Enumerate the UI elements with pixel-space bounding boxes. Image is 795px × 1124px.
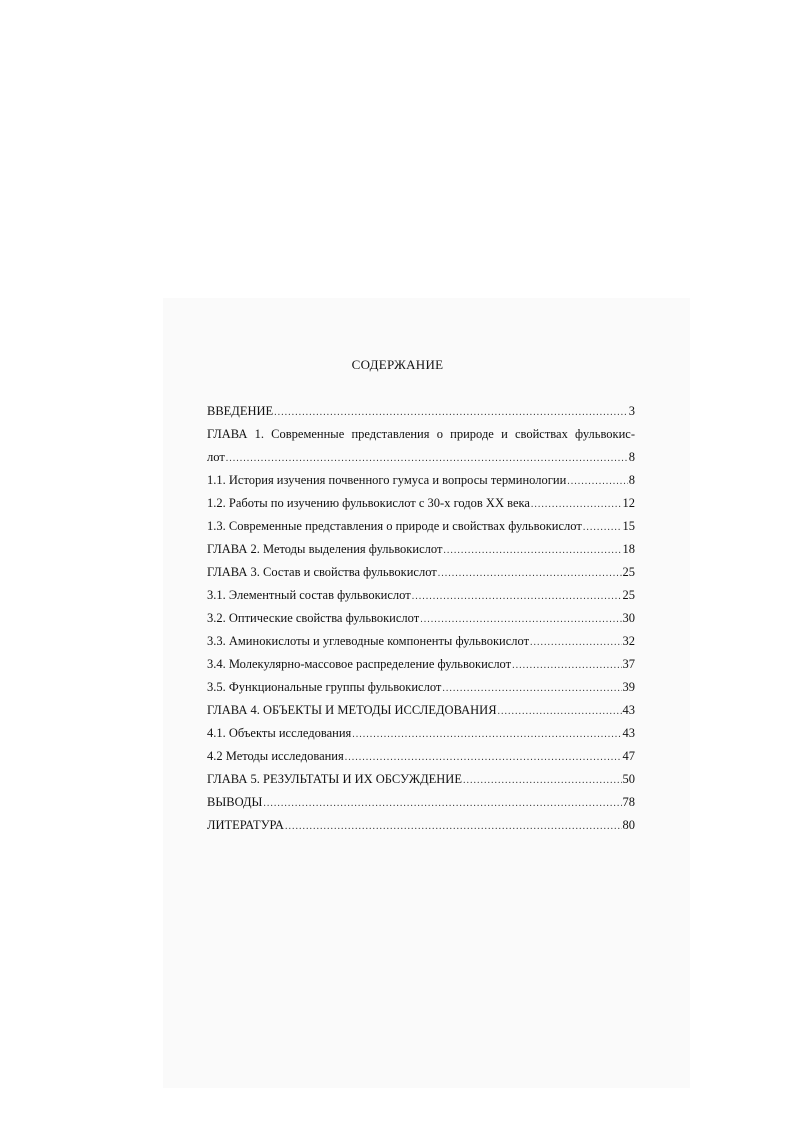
toc-entry-page: 25 — [622, 565, 635, 579]
toc-entry-1-2[interactable] — [207, 492, 635, 515]
toc-entry-chapter-3[interactable] — [207, 561, 635, 584]
toc-entry-label: ЛИТЕРАТУРА — [207, 818, 284, 832]
toc-entry-page: 39 — [622, 680, 635, 694]
toc-entry-page: 8 — [628, 473, 635, 487]
toc-entry-page: 8 — [628, 450, 635, 464]
toc-entry-label: 1.2. Работы по изучению фульвокислот с 30-х годов XX века — [207, 496, 530, 510]
toc-entry-chapter-5[interactable] — [207, 768, 635, 791]
dot-leader — [263, 792, 621, 815]
dot-leader — [531, 493, 622, 516]
toc-entry-label: 1.3. Современные представления о природе и свойствах фульвокислот — [207, 519, 582, 533]
dot-leader — [512, 654, 621, 677]
toc-entry-page: 43 — [622, 726, 635, 740]
toc-entry-label: лот — [207, 450, 225, 464]
toc-entry-chapter-1-line-1[interactable] — [207, 423, 635, 446]
toc-entry-3-5[interactable] — [207, 676, 635, 699]
toc-entry-label: ГЛАВА 2. Методы выделения фульвокислот — [207, 542, 443, 556]
toc-entry-4-1[interactable] — [207, 722, 635, 745]
toc-entry-introduction[interactable] — [207, 400, 635, 423]
dot-leader — [530, 631, 621, 654]
toc-entry-conclusions[interactable] — [207, 791, 635, 814]
toc-entry-label: 3.3. Аминокислоты и углеводные компоненты фульвокислот — [207, 634, 530, 648]
dot-leader — [438, 562, 622, 585]
toc-entry-page: 30 — [622, 611, 635, 625]
dot-leader — [352, 723, 621, 746]
toc-entry-label: 1.1. История изучения почвенного гумуса и вопросы терминологии — [207, 473, 567, 487]
dot-leader — [226, 447, 628, 470]
dot-leader — [498, 700, 622, 723]
toc-entry-label: 4.2 Методы исследования — [207, 749, 344, 763]
toc-entry-chapter-2[interactable] — [207, 538, 635, 561]
toc-entry-page: 25 — [622, 588, 635, 602]
dot-leader — [583, 516, 622, 539]
toc-entry-label: ГЛАВА 3. Состав и свойства фульвокислот — [207, 565, 437, 579]
toc-entry-3-3[interactable] — [207, 630, 635, 653]
toc-entry-1-3[interactable] — [207, 515, 635, 538]
toc-entry-page: 3 — [628, 404, 635, 418]
dot-leader — [412, 585, 622, 608]
dot-leader — [285, 815, 622, 838]
toc-entry-label: 3.5. Функциональные группы фульвокислот — [207, 680, 442, 694]
toc-entry-label: ГЛАВА 4. ОБЪЕКТЫ И МЕТОДЫ ИССЛЕДОВАНИЯ — [207, 703, 497, 717]
toc-entry-page: 37 — [622, 657, 635, 671]
toc-entry-label: ГЛАВА 5. РЕЗУЛЬТАТЫ И ИХ ОБСУЖДЕНИЕ — [207, 772, 462, 786]
toc-entry-label: ВЫВОДЫ — [207, 795, 263, 809]
toc-entry-chapter-1-line-2[interactable] — [207, 446, 635, 469]
page-title: СОДЕРЖАНИЕ — [351, 357, 444, 372]
toc-entry-3-1[interactable] — [207, 584, 635, 607]
toc-entry-3-4[interactable] — [207, 653, 635, 676]
toc-entry-page: 32 — [622, 634, 635, 648]
toc-entry-page: 78 — [622, 795, 635, 809]
table-of-contents — [207, 400, 635, 837]
dot-leader — [345, 746, 622, 769]
dot-leader — [443, 539, 621, 562]
toc-entry-4-2[interactable] — [207, 745, 635, 768]
dot-leader — [567, 470, 627, 493]
toc-entry-page: 18 — [622, 542, 635, 556]
toc-entry-page: 50 — [622, 772, 635, 786]
toc-entry-label: 4.1. Объекты исследования — [207, 726, 352, 740]
toc-entry-references[interactable] — [207, 814, 635, 837]
dot-leader — [463, 769, 622, 792]
toc-entry-page: 80 — [622, 818, 635, 832]
toc-entry-label: ГЛАВА 1. Современные представления о природе и свойствах фульвокис- — [207, 427, 635, 441]
toc-entry-page: 47 — [622, 749, 635, 763]
toc-entry-chapter-4[interactable] — [207, 699, 635, 722]
toc-entry-label: 3.4. Молекулярно-массовое распределение фульвокислот — [207, 657, 512, 671]
toc-entry-page: 12 — [622, 496, 635, 510]
toc-entry-label: 3.2. Оптические свойства фульвокислот — [207, 611, 420, 625]
toc-entry-3-2[interactable] — [207, 607, 635, 630]
dot-leader — [274, 401, 628, 424]
toc-entry-page: 15 — [622, 519, 635, 533]
toc-entry-page: 43 — [622, 703, 635, 717]
dot-leader — [420, 608, 621, 631]
toc-entry-label: ВВЕДЕНИЕ — [207, 404, 274, 418]
dot-leader — [442, 677, 621, 700]
toc-entry-1-1[interactable] — [207, 469, 635, 492]
toc-entry-label: 3.1. Элементный состав фульвокислот — [207, 588, 411, 602]
